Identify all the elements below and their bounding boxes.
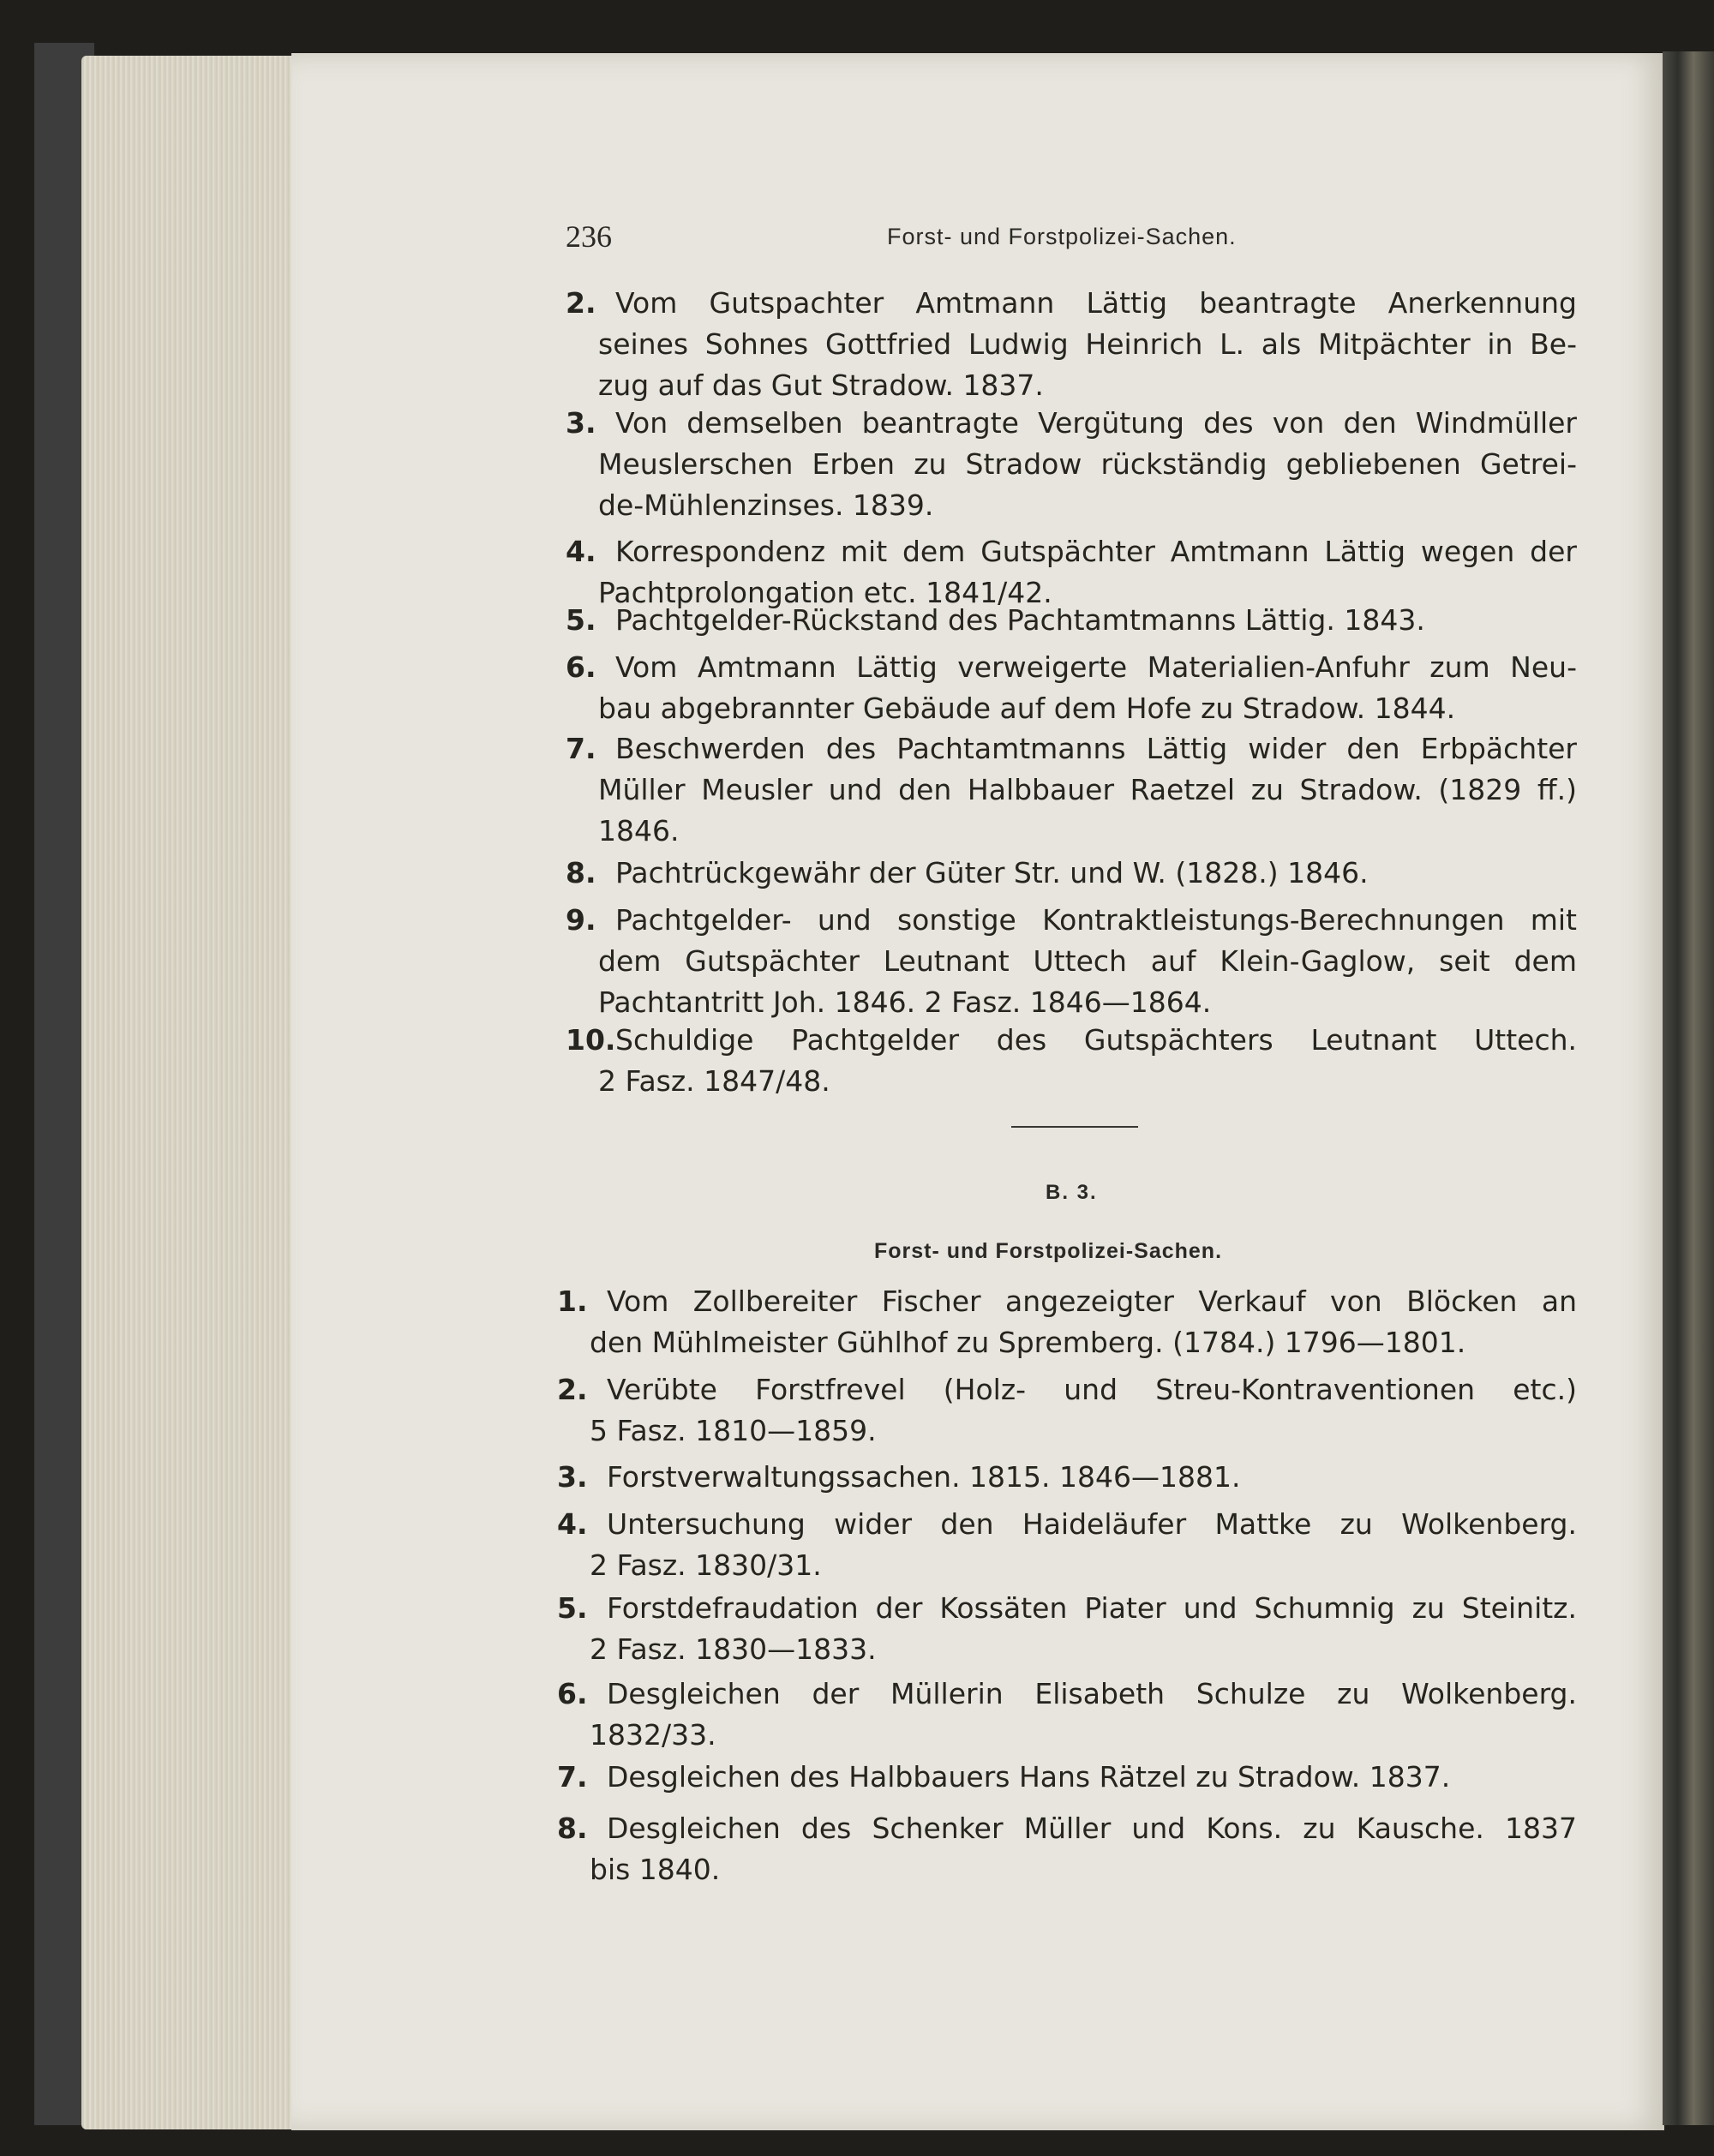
page-number: 236	[566, 219, 612, 254]
entry-line: Korrespondenz mit dem Gutspächter Amtmann Lättig wegen der	[615, 535, 1577, 568]
b3-entry-2	[557, 1369, 1577, 1452]
entry-line: de-Mühlenzinses. 1839.	[598, 488, 934, 522]
entry-line: Desgleichen des Schenker Müller und Kons. zu Kausche. 1837	[607, 1812, 1577, 1845]
entry-number: 3.	[566, 406, 596, 440]
entry-line: den Mühlmeister Gühlhof zu Spremberg. (1784.) 1796—1801.	[590, 1326, 1466, 1359]
entry-line: Forstdefraudation der Kossäten Piater und Schumnig zu Steinitz.	[607, 1591, 1577, 1625]
book-cover-right	[1663, 51, 1714, 2125]
entry-line: Desgleichen des Halbbauers Hans Rätzel zu Stradow. 1837.	[607, 1760, 1451, 1794]
running-head	[566, 219, 1337, 261]
entry-line: Schuldige Pachtgelder des Gutspächters Leutnant Uttech.	[615, 1023, 1577, 1057]
a-entry-5	[566, 647, 1577, 729]
entry-number: 8.	[557, 1812, 588, 1845]
b3-entry-8	[557, 1808, 1577, 1890]
entry-line: Beschwerden des Pachtamtmanns Lättig wider den Erbpächter	[615, 732, 1577, 765]
entry-line: Vom Amtmann Lättig verweigerte Materialien-Anfuhr zum Neu-	[615, 650, 1577, 684]
entry-number: 5.	[566, 603, 596, 637]
b3-entry-3	[557, 1457, 1577, 1498]
entry-line: seines Sohnes Gottfried Ludwig Heinrich L. als Mitpächter in Be-	[598, 327, 1577, 361]
b3-entry-4	[557, 1504, 1577, 1586]
entry-number: 6.	[566, 650, 596, 684]
b3-entry-1	[557, 1281, 1577, 1363]
a-entry-8	[566, 900, 1577, 1023]
entry-line: bis 1840.	[590, 1853, 721, 1886]
entry-line: Vom Zollbereiter Fischer angezeigter Verkauf von Blöcken an	[607, 1285, 1577, 1318]
entry-line: 2 Fasz. 1830—1833.	[590, 1632, 877, 1666]
entry-line: 5 Fasz. 1810—1859.	[590, 1414, 877, 1447]
a-entry-4	[566, 600, 1577, 641]
entry-line: 1846.	[598, 814, 680, 847]
entry-line: Verübte Forstfrevel (Holz- und Streu-Kontraventionen etc.)	[607, 1373, 1577, 1406]
entry-line: Pachtgelder-Rückstand des Pachtamtmanns Lättig. 1843.	[615, 603, 1425, 637]
entry-number: 2.	[557, 1373, 588, 1406]
entry-line: 1832/33.	[590, 1718, 716, 1752]
entry-line: Vom Gutspachter Amtmann Lättig beantragte Anerkennung	[615, 286, 1577, 320]
entry-line: bau abgebrannter Gebäude auf dem Hofe zu Stradow. 1844.	[598, 692, 1456, 725]
entry-line: Desgleichen der Müllerin Elisabeth Schulze zu Wolkenberg.	[607, 1677, 1577, 1710]
entry-line: Pachtprolongation etc. 1841/42.	[598, 576, 1052, 609]
entry-number: 5.	[557, 1591, 588, 1625]
entry-line: Pachtrückgewähr der Güter Str. und W. (1828.) 1846.	[615, 856, 1369, 889]
a-entry-7	[566, 853, 1577, 894]
entry-number: 1.	[557, 1285, 588, 1318]
entry-line: Pachtantritt Joh. 1846. 2 Fasz. 1846—1864.	[598, 985, 1212, 1019]
b3-entry-6	[557, 1674, 1577, 1756]
a-entry-2	[566, 403, 1577, 526]
section-title: Forst- und Forstpolizei-Sachen.	[874, 1239, 1223, 1263]
entry-number: 4.	[557, 1507, 588, 1541]
entry-line: dem Gutspächter Leutnant Uttech auf Klein-Gaglow, seit dem	[598, 944, 1577, 978]
entry-line: Meuslerschen Erben zu Stradow rückständig gebliebenen Getrei-	[598, 447, 1577, 481]
a-entry-6	[566, 728, 1577, 852]
entry-line: Untersuchung wider den Haideläufer Mattke zu Wolkenberg.	[607, 1507, 1577, 1541]
a-entry-9	[566, 1020, 1577, 1102]
b3-entry-7	[557, 1757, 1577, 1798]
entry-number: 3.	[557, 1460, 588, 1494]
running-title: Forst- und Forstpolizei-Sachen.	[887, 224, 1237, 249]
entry-number: 10.	[566, 1023, 616, 1057]
entry-number: 6.	[557, 1677, 588, 1710]
entry-number: 9.	[566, 903, 596, 937]
entry-number: 7.	[557, 1760, 588, 1794]
entry-line: zug auf das Gut Stradow. 1837.	[598, 368, 1044, 402]
entry-number: 7.	[566, 732, 596, 765]
b3-entry-5	[557, 1588, 1577, 1670]
section-label: B. 3.	[1046, 1181, 1098, 1204]
entry-number: 4.	[566, 535, 596, 568]
page-edges	[81, 56, 296, 2129]
entry-line: Von demselben beantragte Vergütung des von den Windmüller	[615, 406, 1577, 440]
a-entry-1	[566, 283, 1577, 406]
entry-line: Pachtgelder- und sonstige Kontraktleistungs-Berechnungen mit	[615, 903, 1577, 937]
entry-line: Müller Meusler und den Halbbauer Raetzel zu Stradow. (1829 ff.)	[598, 773, 1577, 806]
section-divider	[1011, 1126, 1138, 1128]
entry-line: 2 Fasz. 1847/48.	[598, 1064, 830, 1098]
entry-line: 2 Fasz. 1830/31.	[590, 1548, 822, 1582]
entry-number: 2.	[566, 286, 596, 320]
entry-line: Forstverwaltungssachen. 1815. 1846—1881.	[607, 1460, 1241, 1494]
entry-number: 8.	[566, 856, 596, 889]
